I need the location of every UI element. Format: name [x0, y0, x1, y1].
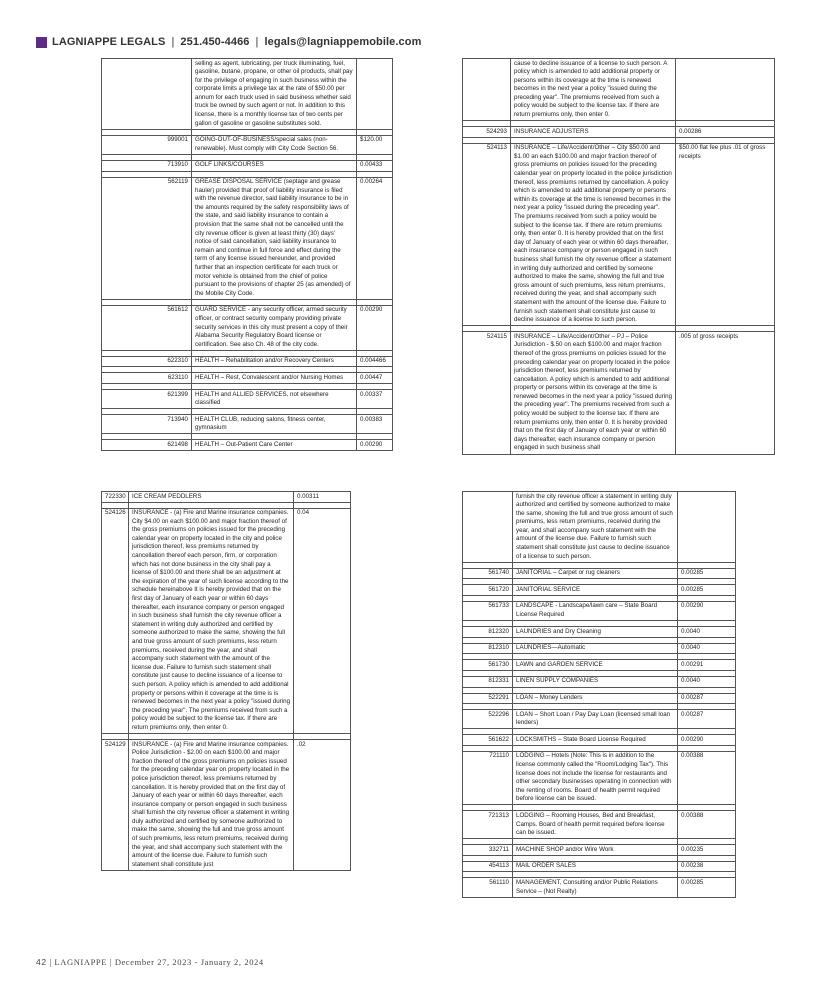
row-description: HEALTH – Rest, Convalescent and/or Nursing Homes — [192, 373, 357, 384]
row-description: JANITORIAL – Carpet or rug cleaners — [513, 568, 678, 579]
row-description: selling as agent, lubricating, per truck illuminating, fuel, gasoline, butane, propane, or other oil products, shall pay for the privilege of engaging in such business within the corporate limits a privilege tax at the rate of $50.00 per annum for each truck used in said business whether said truck be owned by such agent or not. In addition to this license, there is a monthly license tax of two cents per gallon of gasoline or gasoline substitutes sold. — [192, 59, 357, 130]
row-rate: $120.00 — [357, 135, 393, 154]
table-row — [463, 735, 736, 746]
row-code: 722330 — [102, 492, 129, 503]
row-code: 721110 — [463, 751, 513, 805]
table-row — [102, 415, 393, 434]
row-rate: 0.00311 — [294, 492, 351, 503]
table-row — [463, 601, 736, 620]
row-code: 713910 — [102, 160, 192, 171]
row-code: 561733 — [463, 601, 513, 620]
table-row — [463, 332, 775, 454]
row-code: 721313 — [463, 811, 513, 839]
row-description: HEALTH – Rehabilitation and/or Recovery Centers — [192, 356, 357, 367]
row-code: 524129 — [102, 740, 129, 871]
row-description: INSURANCE – Life/Accident/Other – PJ – Police Jurisdiction - $.50 on each $100.00 and major fraction thereof of the gross premiums on policies issued for the preceding calendar year on property located in the police jurisdiction thereof, less premiums returned by cancellation. A policy which is amended to add additional property or persons within its coverage at the time is renewed becomes in the next year a policy "issued during the preceding year". The premiums received from such a policy would be subject to the license tax. If there are return premiums only, then enter 0. It is hereby provided that on the first day of January of each year or within 60 days thereafter, each insurance company or person engaged in such business shall — [511, 332, 676, 454]
row-rate: 0.004466 — [357, 356, 393, 367]
row-code: 562119 — [102, 177, 192, 299]
row-code: 623110 — [102, 373, 192, 384]
row-code: 454113 — [463, 861, 513, 872]
header-brand: LAGNIAPPE LEGALS — [52, 36, 166, 48]
row-code: 522291 — [463, 693, 513, 704]
table-row — [463, 143, 775, 325]
page-header — [36, 34, 421, 50]
row-description: GUARD SERVICE - any security officer, armed security officer, or contract security company providing private security services in this city must present a copy of their Alabama Security Regulatory Board license or certification. See also Ch. 48 of the city code. — [192, 305, 357, 350]
row-rate: 0.00337 — [357, 390, 393, 409]
row-description: LINEN SUPPLY COMPANIES — [513, 676, 678, 687]
page-footer — [36, 957, 264, 969]
row-rate: 0.0040 — [678, 643, 736, 654]
row-rate: 0.04 — [294, 508, 351, 733]
footer-dates: December 27, 2023 - January 2, 2024 — [114, 957, 264, 967]
row-description: LAUNDRIES and Dry Cleaning — [513, 627, 678, 638]
row-rate: .02 — [294, 740, 351, 871]
row-rate: 0.00238 — [678, 861, 736, 872]
row-rate: 0.00285 — [678, 568, 736, 579]
row-code: 332711 — [463, 845, 513, 856]
row-rate: 0.00383 — [357, 415, 393, 434]
row-description: LODGING – Rooming Houses, Bed and Breakfast, Camps. Board of health permit required before license can be issued. — [513, 811, 678, 839]
row-description: INSURANCE – Life/Accident/Other – City $50.00 and $1.00 an each $100.00 and major fraction thereof of gross premiums on policies issued for the preceding calendar year on property located in the police jurisdiction thereof, less premiums returned by cancellation. A policy which is amended to add additional property or persons within its coverage at the time is renewed becomes in the next year a policy "issued during the preceding year". The premiums received from such a policy would be subject to the license tax. If there are return premiums only, then enter 0. It is hereby provided that on the first day of January of each year or within 60 days thereafter, each insurance company or person engaged in such business shall furnish the city revenue officer a statement in writing duly authorized and certified by someone authorized to make the same, showing the full and true gross amount of such premiums, less return premiums, received during the year, and shall accompany such statement with the amount of the license due. Failure to furnish such statement shall constitute just cause to decline issuance of a license to such person. — [511, 143, 676, 325]
row-description: MACHINE SHOP and/or Wire Work — [513, 845, 678, 856]
header-separator: | — [255, 36, 259, 48]
row-rate: 0.00235 — [678, 845, 736, 856]
row-code: 621498 — [102, 440, 192, 451]
row-description: GOING-OUT-OF-BUSINESS/special sales (non-renewable). Must comply with City Code Section 56. — [192, 135, 357, 154]
row-rate: 0.00388 — [678, 811, 736, 839]
row-code — [463, 59, 511, 121]
row-rate — [678, 492, 736, 563]
row-rate: 0.00291 — [678, 660, 736, 671]
row-rate: 0.00290 — [357, 305, 393, 350]
row-code: 561720 — [463, 585, 513, 596]
row-description: ICE CREAM PEDDLERS — [129, 492, 294, 503]
row-description: LODGING – Hotels (Note: This is in addition to the license commonly called the "Room/Lodging Tax"). This license does not include the license for restaurants and other secondary businesses operating in connection with the renting of rooms. Board of health permit required before license can be issued. — [513, 751, 678, 805]
footer-separator: | — [46, 957, 55, 967]
table-row — [102, 59, 393, 130]
table-row — [102, 177, 393, 299]
row-description: INSURANCE - (a) Fire and Marine insurance companies. City $4.00 on each $100.00 and major fraction thereof of the gross premiums on policies issued for the preceding calendar year on property located in the city and police jurisdiction thereof, less premiums returned by cancellation thereof each person, firm, or corporation which has not done business in the city shall pay a license of $100.00 and there shall be an adjustment at the expiration of the year of such license according to the schedule hereinabove It is hereby provided that on the first day of January of each year or within 60 days thereafter, each insurance company or person engaged in such business shall furnish the city revenue officer a statement in writing duly authorized and certified by someone authorized to make the same, showing the full and true gross amount of such premiums, less return premiums, received during the year, and shall accompany such statement with the amount of the license due. Failure to furnish such statement shall constitute just cause to decline issuance of a license to such person. A policy which is amended to add additional property or persons within it coverage at the time is is renewed becomes in the next year a policy "issued during the preceding year". The premiums received from such a policy would be subject to the license tax. If there are return premiums only, then enter 0. — [129, 508, 294, 733]
table-row — [463, 59, 775, 121]
row-rate — [357, 59, 393, 130]
row-code: 561612 — [102, 305, 192, 350]
table-row — [102, 373, 393, 384]
table-row — [102, 492, 351, 503]
row-code: 621399 — [102, 390, 192, 409]
table-row — [102, 508, 351, 733]
header-email[interactable]: legals@lagniappemobile.com — [264, 36, 422, 48]
row-code: 524115 — [463, 332, 511, 454]
row-description: MANAGEMENT, Consulting and/or Public Relations Service – (Not Realty) — [513, 878, 678, 897]
table-row — [463, 878, 736, 897]
row-code: 561730 — [463, 660, 513, 671]
row-code: 524126 — [102, 508, 129, 733]
row-description: JANITORIAL SERVICE — [513, 585, 678, 596]
row-description: INSURANCE - (a) Fire and Marine insurance companies. Police Jurisdiction - $2.00 on each $100.00 and major fraction thereof of the gross premiums on policies issued for the preceding calendar year on property located in the police jurisdiction thereof, less premiums returned by cancellation. It is hereby provided that on the first day of January of each year or within 60 days thereafter, each insurance company or person engaged in such business shall furnish the city revenue officer a statement in writing duly authorized and certified by someone authorized to make the same, showing the full and true gross amount of such premiums, less return premiums, received during the year, and shall accompany such statement with the amount of the license due. Failure to furnish such statement shall constitute just — [129, 740, 294, 871]
table-row — [463, 492, 736, 563]
table-row — [463, 861, 736, 872]
table-row — [463, 627, 736, 638]
table-row — [463, 676, 736, 687]
row-code — [102, 59, 192, 130]
row-description: LOAN – Short Loan / Pay Day Loan (licensed small loan lenders) — [513, 710, 678, 729]
table-row — [463, 127, 775, 138]
table-row — [102, 305, 393, 350]
table-row — [463, 811, 736, 839]
row-description: INSURANCE ADJUSTERS — [511, 127, 676, 138]
row-rate: 0.00290 — [357, 440, 393, 451]
row-rate: 0.0040 — [678, 627, 736, 638]
row-code: 561740 — [463, 568, 513, 579]
row-rate — [676, 59, 775, 121]
row-description: MAIL ORDER SALES — [513, 861, 678, 872]
row-rate: 0.00264 — [357, 177, 393, 299]
row-description: LANDSCAPE - Landscape/lawn care – State Board License Required — [513, 601, 678, 620]
row-description: GOLF LINKS/COURSES — [192, 160, 357, 171]
row-code: 561622 — [463, 735, 513, 746]
row-description: GREASE DISPOSAL SERVICE (septage and grease hauler) provided that proof of liability insurance is filed with the revenue director, said liability insurance to be in the amounts required by the safety responsibility laws of the state, and said liability insurance to contain a provision that the same shall not be cancelled until the city revenue officer is given at least thirty (30) days' notice of said cancellation, said liability insurance to remain and continue in full force and effect during the term of any license issued hereunder, and provided further that an inspection certificate for each truck or motor vehicle is obtained from the chief of police pursuant to the provisions of chapter 25 (as amended) of the Mobile City Code. — [192, 177, 357, 299]
license-table-3 — [101, 491, 351, 871]
footer-page-number: 42 — [36, 957, 47, 967]
row-code: 713940 — [102, 415, 192, 434]
row-description: LAWN and GARDEN SERVICE — [513, 660, 678, 671]
brand-square-icon — [36, 37, 47, 48]
footer-separator: | — [107, 957, 115, 967]
row-description: HEALTH – Out-Patient Care Center — [192, 440, 357, 451]
row-rate: 0.00433 — [357, 160, 393, 171]
table-row — [102, 356, 393, 367]
table-row — [102, 440, 393, 451]
row-rate: 0.00290 — [678, 735, 736, 746]
row-rate: .005 of gross receipts — [676, 332, 775, 454]
row-description: LAUNDRIES—Automatic — [513, 643, 678, 654]
table-row — [463, 751, 736, 805]
footer-publication: LAGNIAPPE — [54, 957, 108, 967]
row-rate: 0.00285 — [678, 585, 736, 596]
header-separator: | — [171, 36, 175, 48]
table-row — [463, 693, 736, 704]
row-code: 812310 — [463, 643, 513, 654]
row-code: 999001 — [102, 135, 192, 154]
table-row — [463, 710, 736, 729]
row-rate: 0.0040 — [678, 676, 736, 687]
row-code: 622310 — [102, 356, 192, 367]
table-row — [102, 390, 393, 409]
table-row — [463, 660, 736, 671]
row-rate: 0.00447 — [357, 373, 393, 384]
row-description: cause to decline issuance of a license to such person. A policy which is amended to add additional property or persons within its coverage at the time is renewed becomes in the next year a policy "issued during the preceding year". The premiums received from such a policy would be subject to the license tax. If there are return premiums only, then enter 0. — [511, 59, 676, 121]
row-rate: 0.00290 — [678, 601, 736, 620]
row-code: 522296 — [463, 710, 513, 729]
row-rate: 0.00286 — [676, 127, 775, 138]
table-row — [463, 585, 736, 596]
table-row — [102, 135, 393, 154]
row-rate: 0.00285 — [678, 878, 736, 897]
row-description: HEALTH CLUB, reducing salons, fitness center, gymnasium — [192, 415, 357, 434]
row-rate: $50.00 flat fee plus .01 of gross receipts — [676, 143, 775, 325]
row-rate: 0.00287 — [678, 710, 736, 729]
row-code: 812320 — [463, 627, 513, 638]
table-row — [463, 643, 736, 654]
row-code: 524293 — [463, 127, 511, 138]
license-table-1 — [101, 58, 393, 451]
row-code: 812331 — [463, 676, 513, 687]
row-rate: 0.00287 — [678, 693, 736, 704]
row-description: LOCKSMITHS – State Board License Required — [513, 735, 678, 746]
table-row — [463, 845, 736, 856]
license-table-2 — [462, 58, 775, 455]
row-code: 561110 — [463, 878, 513, 897]
row-code: 524113 — [463, 143, 511, 325]
table-row — [102, 740, 351, 871]
table-row — [102, 160, 393, 171]
row-description: furnish the city revenue officer a statement in writing duly authorized and certified by someone authorized to make the same, showing the full and true gross amount of such premiums, less return premiums, received during the year, and shall accompany such statement with the amount of the license due. Failure to furnish such statement shall constitute just cause to decline issuance of a license to such person. — [513, 492, 678, 563]
header-phone: 251.450-4466 — [180, 36, 250, 48]
row-description: LOAN – Money Lenders — [513, 693, 678, 704]
row-code — [463, 492, 513, 563]
table-row — [463, 568, 736, 579]
license-table-4 — [462, 491, 736, 898]
row-rate: 0.00388 — [678, 751, 736, 805]
row-description: HEALTH and ALLIED SERVICES, not elsewhere classified — [192, 390, 357, 409]
